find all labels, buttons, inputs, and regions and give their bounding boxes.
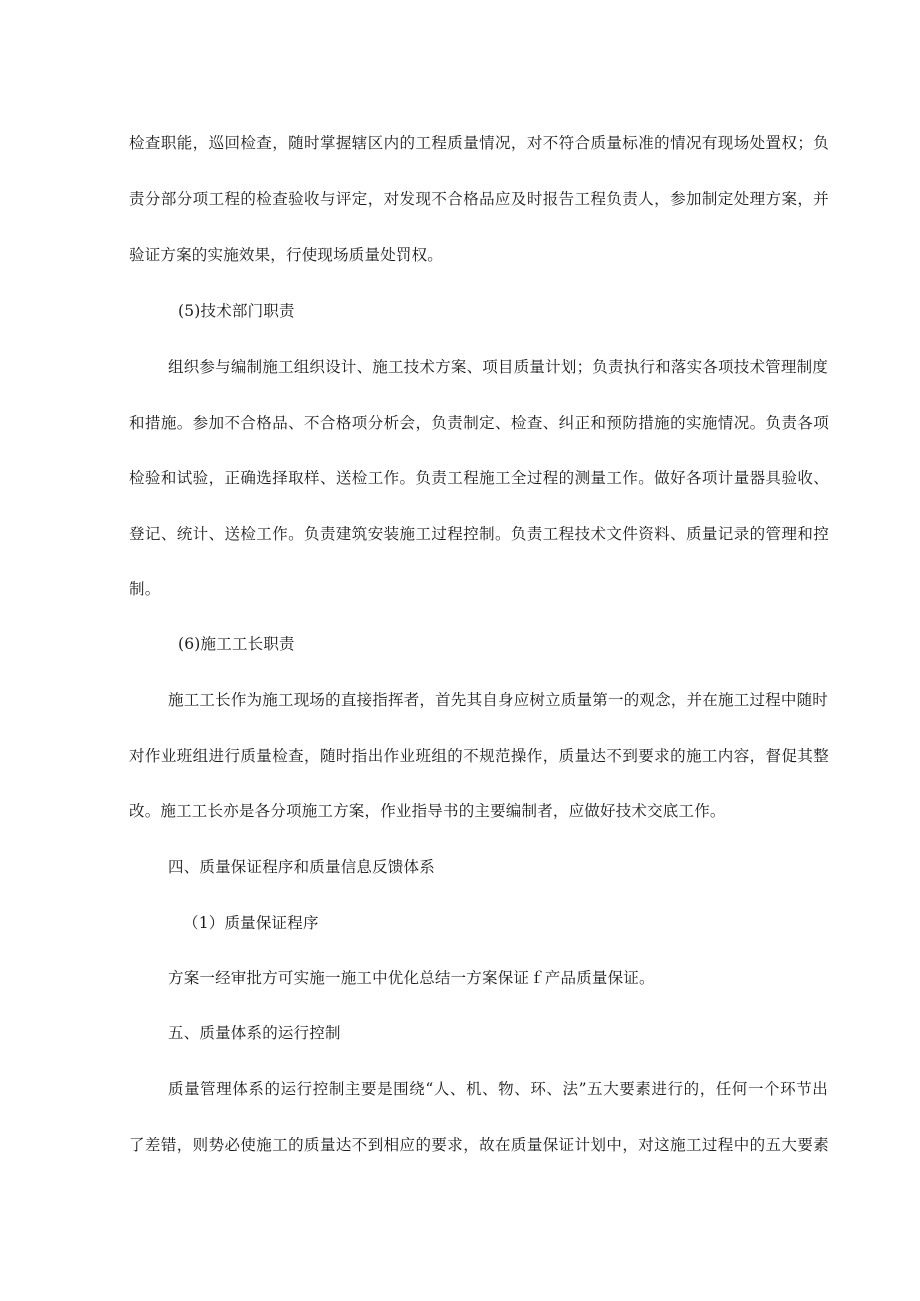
paragraph-line: 责分部分项工程的检查验收与评定，对发现不合格品应及时报告工程负责人，参加制定处理方案，并	[129, 190, 829, 208]
heading-technical-dept: (5)技术部门职责	[178, 302, 295, 320]
paragraph-line: 检验和试验，正确选择取样、送检工作。负责工程施工全过程的测量工作。做好各项计量器具验收、	[129, 469, 829, 487]
paragraph-line: 制。	[129, 580, 161, 598]
subheading-quality-procedure: （1）质量保证程序	[183, 914, 319, 932]
paragraph-line: 方案一经审批方可实施一施工中优化总结一方案保证ｆ产品质量保证。	[168, 969, 655, 987]
paragraph-line: 登记、统计、送检工作。负责建筑安装施工过程控制。负责工程技术文件资料、质量记录的管理和控	[129, 525, 829, 543]
section-heading-4: 四、质量保证程序和质量信息反馈体系	[168, 858, 435, 876]
paragraph-line: 检查职能，巡回检查，随时掌握辖区内的工程质量情况，对不符合质量标准的情况有现场处置权；负	[129, 134, 829, 152]
section-heading-5: 五、质量体系的运行控制	[168, 1024, 341, 1042]
paragraph-line: 施工工长作为施工现场的直接指挥者，首先其自身应树立质量第一的观念，并在施工过程中随时	[168, 691, 828, 709]
paragraph-line: 验证方案的实施效果，行使现场质量处罚权。	[129, 246, 444, 264]
paragraph-line: 改。施工工长亦是各分项施工方案，作业指导书的主要编制者，应做好技术交底工作。	[129, 802, 726, 820]
heading-foreman: (6)施工工长职责	[178, 635, 295, 653]
paragraph-line: 组织参与编制施工组织设计、施工技术方案、项目质量计划；负责执行和落实各项技术管理制度	[168, 358, 828, 376]
paragraph-line: 质量管理体系的运行控制主要是围绕“人、机、物、环、法”五大要素进行的，任何一个环节出	[168, 1080, 828, 1098]
paragraph-line: 了差错，则势必使施工的质量达不到相应的要求，故在质量保证计划中，对这施工过程中的五大要素	[129, 1136, 829, 1154]
paragraph-line: 和措施。参加不合格品、不合格项分析会，负责制定、检查、纠正和预防措施的实施情况。负责各项	[129, 414, 829, 432]
paragraph-line: 对作业班组进行质量检查，随时指出作业班组的不规范操作，质量达不到要求的施工内容，督促其整	[129, 747, 829, 765]
